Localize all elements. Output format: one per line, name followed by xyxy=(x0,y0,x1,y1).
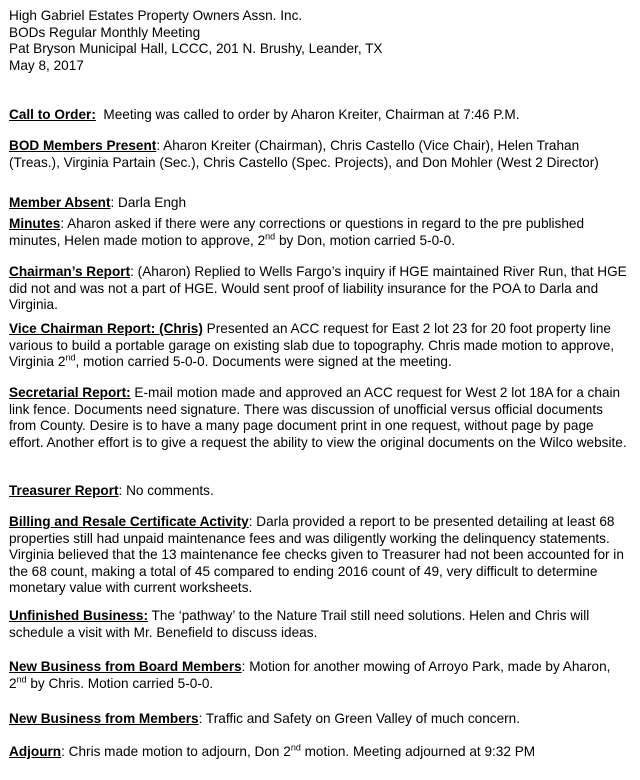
section-text-cont: by Don, motion carried 5-0-0. xyxy=(275,232,456,248)
section-text: Presented an ACC request for East 2 lot 23 for 20 foot property line various to build a portable garage on existing slab due to topography. Chris made motion to approve, Virginia 2 xyxy=(9,321,615,370)
section-text: : Aharon Kreiter (Chairman), Chris Castello (Vice Chair), Helen Trahan (Treas.), Virginia Partain (Sec.), Chris Castello (Spec. Projects), and Don Mohler (West 2 Director) xyxy=(9,138,599,170)
section-label: Unfinished Business: xyxy=(9,608,148,623)
section-bod-members-present xyxy=(9,138,631,171)
section-text: Meeting was called to order by Aharon Kreiter, Chairman at 7:46 P.M. xyxy=(103,107,520,122)
section-text-cont: by Chris. Motion carried 5-0-0. xyxy=(26,675,214,691)
section-vice-chairman-report xyxy=(9,321,631,371)
section-member-absent xyxy=(9,195,631,212)
section-call-to-order xyxy=(9,107,631,124)
organization-name: High Gabriel Estates Property Owners Assn. Inc. xyxy=(9,8,303,23)
section-text-cont: motion. Meeting adjourned at 9:32 PM xyxy=(300,744,536,759)
ordinal-suffix: nd xyxy=(290,742,301,753)
section-label: Call to Order: xyxy=(9,107,96,122)
section-label: Adjourn xyxy=(9,744,62,759)
section-label: Minutes xyxy=(9,216,61,231)
section-label: Member Absent xyxy=(9,195,111,210)
section-new-business-members xyxy=(9,711,631,728)
section-text: : Aharon asked if there were any corrections or questions in regard to the pre published minutes, Helen made motion to approve, 2 xyxy=(9,216,585,248)
section-unfinished-business xyxy=(9,608,631,641)
meeting-location: Pat Bryson Municipal Hall, LCCC, 201 N. Brushy, Leander, TX xyxy=(9,41,383,57)
ordinal-suffix: nd xyxy=(16,674,27,685)
section-label: Billing and Resale Certificate Activity xyxy=(9,514,249,529)
section-secretarial-report xyxy=(9,385,631,451)
section-label: New Business from Members xyxy=(9,711,199,726)
section-new-business-board xyxy=(9,659,631,692)
section-label: New Business from Board Members xyxy=(9,659,242,674)
section-minutes xyxy=(9,216,631,249)
section-label: Vice Chairman Report: (Chris) xyxy=(9,321,203,336)
section-label: Treasurer Report xyxy=(9,483,119,498)
section-text: E-mail motion made and approved an ACC request for West 2 lot 18A for a chain link fence. Documents need signature. There was discussion of unofficial versus official documents from County. Desire is to have a many page document print in one request, without page by page effort. Another effort is to give a request the ability to view the original documents on the Wilco website. xyxy=(9,385,627,450)
ordinal-suffix: nd xyxy=(265,231,276,242)
section-billing-resale xyxy=(9,514,631,597)
section-label: Chairman’s Report xyxy=(9,264,131,279)
section-text-cont: , motion carried 5-0-0. Documents were signed at the meeting. xyxy=(75,354,452,370)
section-adjourn xyxy=(9,744,631,761)
section-label: BOD Members Present xyxy=(9,138,157,153)
section-treasurer-report xyxy=(9,483,631,500)
section-text: : Traffic and Safety on Green Valley of much concern. xyxy=(198,711,521,726)
section-text: The ‘pathway’ to the Nature Trail still need solutions. Helen and Chris will schedule a visit with Mr. Benefield to discuss ideas. xyxy=(9,608,590,640)
section-text: : (Aharon) Replied to Wells Fargo’s inquiry if HGE maintained River Run, that HGE did not and was not a part of HGE. Would sent proof of liability insurance for the POA to Darla and Virginia. xyxy=(9,264,627,313)
document-header xyxy=(9,8,634,74)
ordinal-suffix: nd xyxy=(65,352,76,363)
section-label: Secretarial Report: xyxy=(9,385,131,400)
section-text: : Chris made motion to adjourn, Don 2 xyxy=(61,744,291,759)
meeting-title: BODs Regular Monthly Meeting xyxy=(9,24,201,40)
meeting-date: May 8, 2017 xyxy=(9,57,84,73)
section-text: : Darla Engh xyxy=(110,195,187,210)
section-text: : Darla provided a report to be presented detailing at least 68 properties still had unpaid maintenance fees and was diligently working the delinquency statements. Virginia believed that the 13 maintenance fee checks given to Treasurer had not been accounted for in the 68 count, making a total of 45 compared to ending 2016 count of 49, very difficult to determine monetary value with current worksheets. xyxy=(9,514,624,596)
section-text: : No comments. xyxy=(118,483,214,498)
section-chairman-report xyxy=(9,264,631,314)
section-text: : Motion for another mowing of Arroyo Park, made by Aharon, 2 xyxy=(9,659,611,691)
